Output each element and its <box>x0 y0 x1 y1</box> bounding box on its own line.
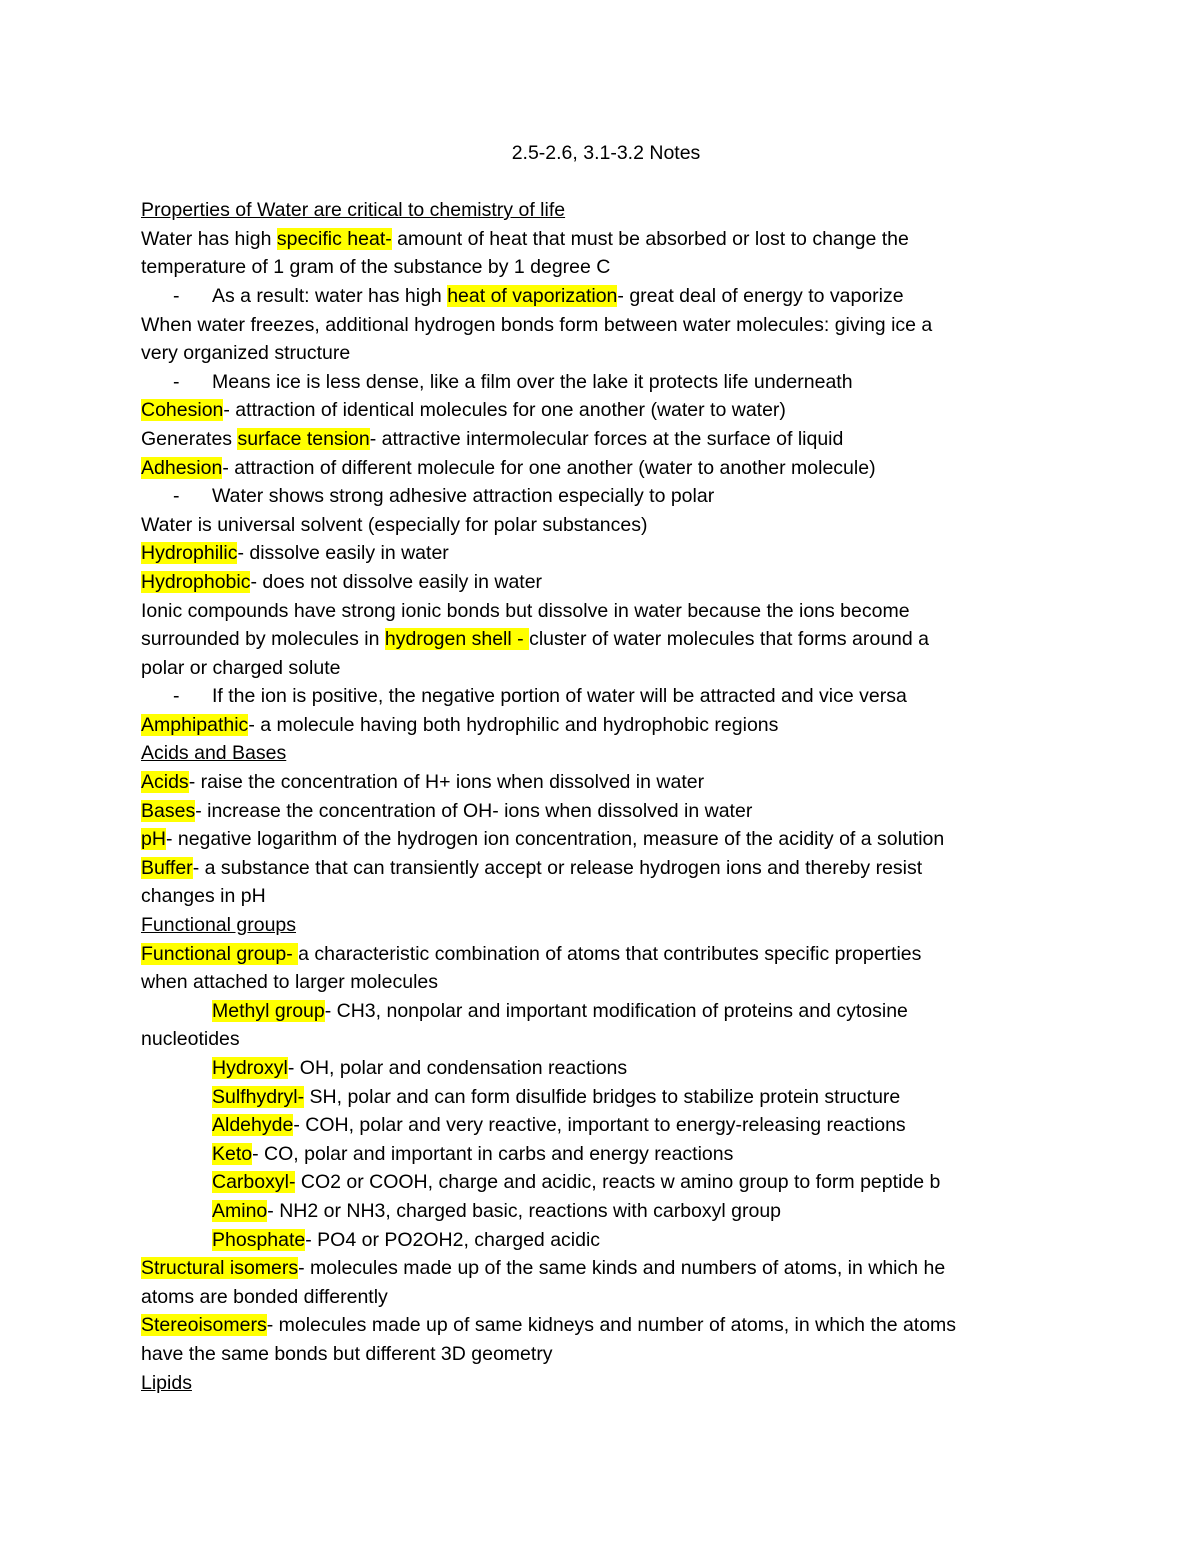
line-text: When water freezes, additional hydrogen bonds form between water molecules: giving ice a <box>141 313 933 336</box>
bullet-marker: - <box>173 685 180 708</box>
line-text: SH, polar and can form disulfide bridges to stabilize protein structure <box>304 1085 901 1108</box>
highlighted-term: hydrogen shell - <box>384 628 530 651</box>
line-text: very organized structure <box>141 342 351 365</box>
line-text: - great deal of energy to vaporize <box>617 284 904 307</box>
line-text: CO2 or COOH, charge and acidic, reacts w amino group to form peptide b <box>295 1171 941 1194</box>
highlighted-term: pH <box>141 828 166 851</box>
text-line <box>141 396 1061 425</box>
functional-group-item <box>141 1168 1061 1197</box>
text-line <box>141 1254 1061 1283</box>
line-text: surrounded by molecules in <box>141 628 385 651</box>
document-page <box>141 139 1061 1397</box>
highlighted-term: Methyl group <box>212 999 325 1022</box>
text-line <box>141 1311 1061 1340</box>
line-text: polar or charged solute <box>141 656 341 679</box>
highlighted-term: Functional group- <box>141 942 299 965</box>
bullet-item <box>141 482 1061 511</box>
text-line <box>141 425 1061 454</box>
bullet-marker: - <box>173 485 180 508</box>
highlighted-term: Stereoisomers <box>141 1314 267 1337</box>
text-line <box>141 968 1061 997</box>
highlighted-term: Structural isomers <box>141 1257 299 1280</box>
section-heading <box>141 739 1061 768</box>
line-text: when attached to larger molecules <box>141 971 439 994</box>
functional-group-item <box>141 1140 1061 1169</box>
line-text: Generates <box>141 427 238 450</box>
line-text: nucleotides <box>141 1028 240 1051</box>
functional-group-item <box>141 1226 1061 1255</box>
document-body <box>141 196 1061 1397</box>
bullet-marker: - <box>173 370 180 393</box>
highlighted-term: heat of vaporization <box>447 284 618 307</box>
line-text: have the same bonds but different 3D geometry <box>141 1342 553 1365</box>
highlighted-term: Amino <box>212 1199 268 1222</box>
line-text: Water shows strong adhesive attraction especially to polar <box>212 485 715 508</box>
highlighted-term: Amphipathic <box>141 713 249 736</box>
line-text: - attraction of identical molecules for one another (water to water) <box>223 399 786 422</box>
line-text: - does not dissolve easily in water <box>250 570 543 593</box>
line-text: - raise the concentration of H+ ions when dissolved in water <box>188 771 705 794</box>
line-text: amount of heat that must be absorbed or lost to change the <box>391 227 909 250</box>
text-line <box>141 225 1061 254</box>
highlighted-term: Acids <box>141 771 189 794</box>
line-text: Water is universal solvent (especially for polar substances) <box>141 513 648 536</box>
text-line <box>141 654 1061 683</box>
line-text: atoms are bonded differently <box>141 1285 388 1308</box>
text-line <box>141 711 1061 740</box>
text-line <box>141 339 1061 368</box>
text-line <box>141 511 1061 540</box>
line-text: Means ice is less dense, like a film over the lake it protects life underneath <box>212 370 853 393</box>
functional-group-item <box>141 1083 1061 1112</box>
text-line <box>141 940 1061 969</box>
line-text: Properties of Water are critical to chemistry of life <box>141 199 566 222</box>
highlighted-term: Hydrophilic <box>141 542 238 565</box>
text-line <box>141 882 1061 911</box>
line-text: Acids and Bases <box>141 742 287 765</box>
highlighted-term: specific heat- <box>276 227 392 250</box>
line-text: a characteristic combination of atoms that contributes specific properties <box>298 942 922 965</box>
line-text: - dissolve easily in water <box>237 542 449 565</box>
line-text: Functional groups <box>141 914 297 937</box>
highlighted-term: Bases <box>141 799 196 822</box>
line-text: - negative logarithm of the hydrogen ion concentration, measure of the acidity of a solution <box>165 828 945 851</box>
bullet-item <box>141 282 1061 311</box>
document-title: 2.5-2.6, 3.1-3.2 Notes <box>511 142 701 164</box>
text-line <box>141 625 1061 654</box>
text-line <box>141 1283 1061 1312</box>
functional-group-item <box>141 1197 1061 1226</box>
functional-group-item <box>141 997 1061 1026</box>
functional-group-item <box>141 1054 1061 1083</box>
highlighted-term: Hydrophobic <box>141 570 251 593</box>
bullet-item <box>141 368 1061 397</box>
line-text: If the ion is positive, the negative portion of water will be attracted and vice versa <box>212 685 907 708</box>
highlighted-term: Cohesion <box>141 399 224 422</box>
highlighted-term: Sulfhydryl- <box>212 1085 305 1108</box>
line-text: - COH, polar and very reactive, important to energy-releasing reactions <box>293 1114 906 1137</box>
text-line <box>141 454 1061 483</box>
text-line <box>141 1025 1061 1054</box>
highlighted-term: Hydroxyl <box>212 1057 288 1079</box>
text-line <box>141 568 1061 597</box>
text-line <box>141 797 1061 826</box>
line-text: - attraction of different molecule for one another (water to another molecule) <box>222 456 876 479</box>
line-text: - CO, polar and important in carbs and energy reactions <box>252 1142 734 1165</box>
section-heading <box>141 1369 1061 1398</box>
highlighted-term: Phosphate <box>212 1228 306 1251</box>
line-text: - CH3, nonpolar and important modification of proteins and cytosine <box>324 999 908 1022</box>
line-text: - a molecule having both hydrophilic and hydrophobic regions <box>248 713 779 736</box>
text-line <box>141 825 1061 854</box>
bullet-marker: - <box>173 284 180 307</box>
line-text: temperature of 1 gram of the substance by 1 degree C <box>141 256 611 279</box>
highlighted-term: surface tension <box>237 427 370 450</box>
line-text: - PO4 or PO2OH2, charged acidic <box>305 1228 601 1251</box>
line-text: Lipids <box>141 1371 192 1394</box>
line-text: - attractive intermolecular forces at the surface of liquid <box>369 427 844 450</box>
line-text: - a substance that can transiently accept or release hydrogen ions and thereby resist <box>192 856 923 879</box>
highlighted-term: Carboxyl- <box>212 1171 296 1194</box>
line-text: - molecules made up of the same kinds and numbers of atoms, in which he <box>298 1257 946 1280</box>
line-text: - OH, polar and condensation reactions <box>287 1057 628 1079</box>
line-text: As a result: water has high <box>212 284 448 307</box>
text-line <box>141 768 1061 797</box>
text-line <box>141 854 1061 883</box>
functional-group-item <box>141 1111 1061 1140</box>
text-line <box>141 1340 1061 1369</box>
section-heading <box>141 911 1061 940</box>
highlighted-term: Keto <box>212 1142 253 1165</box>
text-line <box>141 597 1061 626</box>
text-line <box>141 253 1061 282</box>
highlighted-term: Buffer <box>141 856 193 879</box>
line-text: changes in pH <box>141 885 266 908</box>
highlighted-term: Aldehyde <box>212 1114 294 1137</box>
line-text: Water has high <box>141 227 277 250</box>
text-line <box>141 311 1061 340</box>
section-heading <box>141 196 1061 225</box>
line-text: cluster of water molecules that forms around a <box>529 628 929 651</box>
line-text: - increase the concentration of OH- ions when dissolved in water <box>195 799 753 822</box>
text-line <box>141 539 1061 568</box>
line-text: - NH2 or NH3, charged basic, reactions with carboxyl group <box>267 1199 782 1222</box>
line-text: - molecules made up of same kidneys and number of atoms, in which the atoms <box>266 1314 957 1337</box>
blank-line <box>141 168 1061 197</box>
line-text: Ionic compounds have strong ionic bonds but dissolve in water because the ions become <box>141 599 910 622</box>
bullet-item <box>141 682 1061 711</box>
highlighted-term: Adhesion <box>141 456 223 479</box>
